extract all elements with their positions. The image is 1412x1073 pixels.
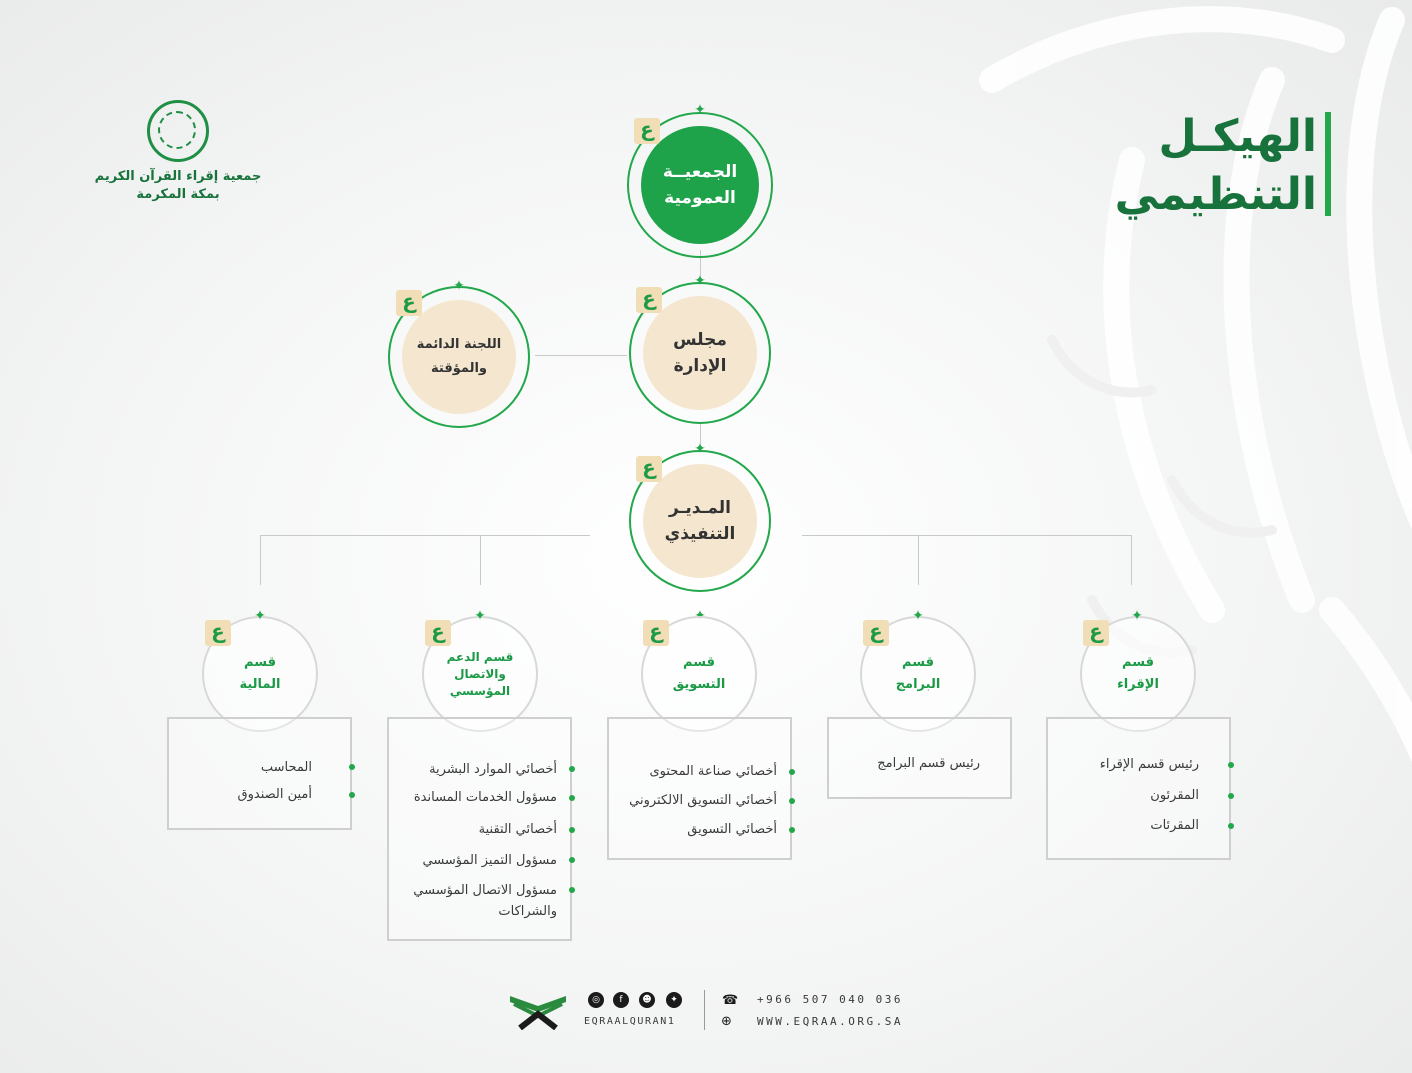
marketing-label-1: قسم: [683, 655, 715, 670]
executive-label-2: التنفيذي: [664, 524, 736, 544]
sparkle-icon: ✦: [254, 608, 266, 624]
eqraa-badge-icon: ع: [1083, 620, 1109, 646]
list-item: المقرئون: [1150, 788, 1199, 803]
executive-label-1: المـديـر: [668, 498, 731, 518]
logo-text-line-2: بمكة المكرمة: [136, 187, 220, 202]
bullet-dot: [569, 857, 575, 863]
bullet-dot: [1228, 793, 1234, 799]
bullet-dot: [569, 827, 575, 833]
website-link[interactable]: WWW.EQRAA.ORG.SA: [757, 1015, 903, 1028]
sparkle-icon: ✦: [694, 273, 706, 289]
bullet-dot: [1228, 762, 1234, 768]
eqraa-badge-icon: ع: [636, 456, 662, 482]
association-logo: [78, 100, 278, 204]
iqraa-label-2: الإقراء: [1117, 677, 1159, 692]
committee-label-1: اللجنة الدائمة: [416, 337, 502, 352]
connector-drop-support: [480, 535, 481, 585]
list-item: أمين الصندوق: [237, 787, 312, 802]
title-line-1: الهيكـل: [1158, 111, 1317, 162]
eqraa-badge-icon: ع: [863, 620, 889, 646]
list-item: مسؤول الاتصال المؤسسي: [413, 883, 557, 898]
bullet-dot: [789, 798, 795, 804]
general-assembly-label-1: الجمعيــة: [662, 162, 738, 182]
sparkle-icon: ✦: [694, 102, 706, 118]
finance-roles-box: [167, 717, 352, 830]
list-item: أخصائي صناعة المحتوى: [649, 764, 777, 779]
list-item: أخصائي التسويق: [687, 822, 777, 837]
list-item: المقرئات: [1150, 818, 1199, 833]
connector-drop-finance: [260, 535, 261, 585]
eqraa-badge-icon: ع: [636, 287, 662, 313]
twitter-icon[interactable]: ✦: [666, 992, 682, 1008]
sparkle-icon: ✦: [694, 441, 706, 457]
support-label-1: قسم الدعم: [446, 649, 514, 664]
programs-label-1: قسم: [902, 655, 934, 670]
title-accent-bar: [1325, 112, 1331, 216]
eqraa-badge-icon: ع: [205, 620, 231, 646]
list-item: والشراكات: [498, 904, 557, 919]
phone-number[interactable]: +966 507 040 036: [757, 993, 903, 1006]
eqraa-badge-icon: ع: [425, 620, 451, 646]
snapchat-icon[interactable]: ☻: [639, 992, 655, 1008]
bullet-dot: [1228, 823, 1234, 829]
committee-label-2: والمؤقتة: [431, 361, 487, 376]
bullet-dot: [789, 769, 795, 775]
connector-drop-iqraa: [1131, 535, 1132, 585]
list-item: أخصائي الموارد البشرية: [429, 762, 557, 777]
finance-label-1: قسم: [244, 655, 276, 670]
bullet-dot: [569, 795, 575, 801]
board-circle: [643, 296, 757, 410]
list-item: أخصائي التقنية: [478, 822, 557, 837]
marketing-roles-box: [607, 717, 792, 860]
list-item: المحاسب: [260, 760, 312, 775]
sparkle-icon: ✦: [1131, 608, 1143, 624]
sparkle-icon: ✦: [453, 278, 465, 294]
connector-exec-right-branch: [802, 535, 1132, 536]
instagram-icon[interactable]: ◎: [588, 992, 604, 1008]
list-item: رئيس قسم البرامج: [877, 756, 980, 771]
bullet-dot: [349, 764, 355, 770]
finance-label-2: المالية: [239, 677, 281, 692]
connector-board-committee: [535, 355, 627, 356]
footer-divider: [704, 990, 705, 1030]
page-title: [1077, 108, 1317, 224]
bullet-dot: [569, 766, 575, 772]
bullet-dot: [789, 827, 795, 833]
globe-icon: ⊕: [721, 1014, 732, 1029]
general-assembly-circle: [641, 126, 759, 244]
programs-roles-box: [827, 717, 1012, 799]
eqraa-badge-icon: ع: [396, 290, 422, 316]
social-handle: EQRAALQURAN1: [584, 1016, 676, 1027]
list-item: رئيس قسم الإقراء: [1099, 757, 1199, 772]
iqraa-label-1: قسم: [1122, 655, 1154, 670]
bullet-dot: [569, 887, 575, 893]
sparkle-icon: ✦: [912, 608, 924, 624]
quran-seal-icon: [147, 100, 209, 162]
eqraa-badge-icon: ع: [643, 620, 669, 646]
committee-circle: [402, 300, 516, 414]
general-assembly-label-2: العمومية: [664, 188, 736, 208]
title-line-2: التنظيمي: [1114, 169, 1317, 220]
support-label-2: والاتصال: [454, 666, 506, 681]
support-label-3: المؤسسي: [449, 683, 511, 698]
connector-drop-programs: [918, 535, 919, 585]
list-item: مسؤول التميز المؤسسي: [422, 853, 557, 868]
list-item: أخصائي التسويق الالكتروني: [629, 793, 777, 808]
list-item: مسؤول الخدمات المساندة: [413, 790, 557, 805]
board-label-1: مجلس: [673, 330, 727, 350]
support-roles-box: [387, 717, 572, 941]
connector-exec-left-branch: [260, 535, 590, 536]
bullet-dot: [349, 792, 355, 798]
phone-icon: ☎: [722, 993, 739, 1008]
iqraa-roles-box: [1046, 717, 1231, 860]
marketing-label-2: التسويق: [672, 677, 726, 692]
sparkle-icon: ✦: [474, 608, 486, 624]
facebook-icon[interactable]: f: [613, 992, 629, 1008]
eqraa-book-logo-icon: [506, 990, 570, 1030]
programs-label-2: البرامج: [895, 677, 941, 692]
board-label-2: الإدارة: [673, 356, 727, 376]
logo-text-line-1: جمعية إقراء القرآن الكريم: [94, 169, 262, 184]
eqraa-badge-icon: ع: [634, 118, 660, 144]
